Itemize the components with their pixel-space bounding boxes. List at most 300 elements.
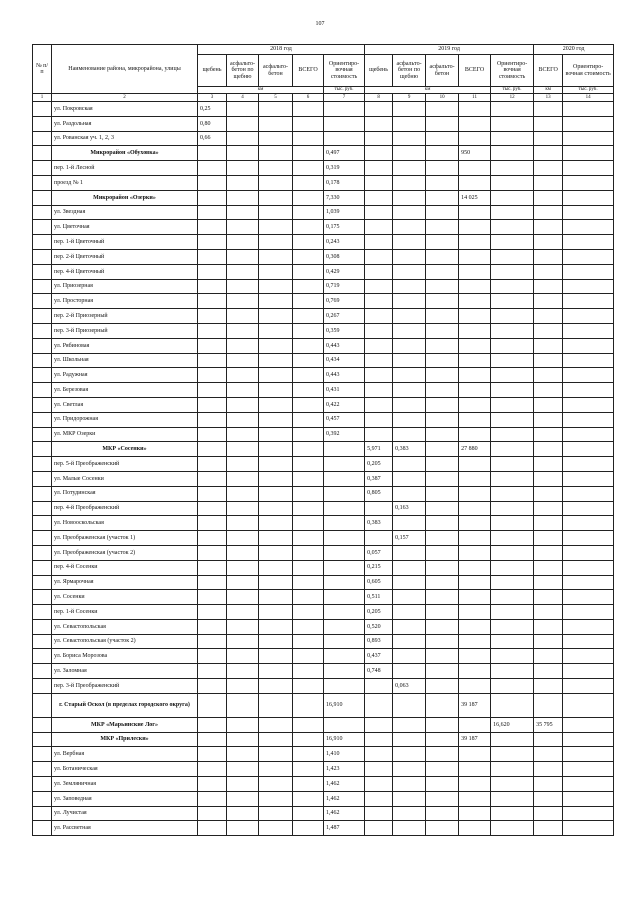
value-cell xyxy=(198,605,227,620)
value-cell xyxy=(393,545,426,560)
value-cell xyxy=(393,146,426,161)
value-cell xyxy=(563,338,614,353)
value-cell xyxy=(365,235,393,250)
street-name-cell: ул. Новооскольская xyxy=(52,516,198,531)
value-cell xyxy=(459,634,491,649)
value-cell xyxy=(563,471,614,486)
value-cell xyxy=(259,383,293,398)
value-cell xyxy=(393,102,426,117)
value-cell xyxy=(259,605,293,620)
value-cell xyxy=(563,501,614,516)
total-header: ВСЕГО xyxy=(459,55,491,87)
value-cell xyxy=(563,175,614,190)
value-cell xyxy=(198,634,227,649)
value-cell xyxy=(491,664,534,679)
value-cell xyxy=(198,279,227,294)
value-cell xyxy=(459,806,491,821)
value-cell xyxy=(324,471,365,486)
value-cell xyxy=(491,338,534,353)
value-cell xyxy=(198,762,227,777)
value-cell xyxy=(491,175,534,190)
value-cell xyxy=(563,353,614,368)
value-cell xyxy=(293,235,324,250)
value-cell xyxy=(426,427,459,442)
value-cell xyxy=(365,249,393,264)
row-number-cell xyxy=(33,605,52,620)
value-cell xyxy=(534,368,563,383)
street-name-cell: пер. 1-й Цветочный xyxy=(52,235,198,250)
value-cell xyxy=(426,309,459,324)
value-cell xyxy=(534,501,563,516)
value-cell xyxy=(365,777,393,792)
value-cell xyxy=(534,806,563,821)
value-cell xyxy=(534,338,563,353)
table-row xyxy=(33,175,614,190)
row-number-cell xyxy=(33,427,52,442)
asphalt-header: асфальто-бетон xyxy=(259,55,293,87)
street-name-cell: проезд № 1 xyxy=(52,175,198,190)
value-cell xyxy=(293,102,324,117)
value-cell xyxy=(259,516,293,531)
value-cell xyxy=(491,649,534,664)
value-cell xyxy=(563,294,614,309)
value-cell xyxy=(227,116,259,131)
value-cell xyxy=(459,368,491,383)
value-cell xyxy=(198,486,227,501)
value-cell xyxy=(426,664,459,679)
value-cell xyxy=(393,427,426,442)
value-cell: 7,330 xyxy=(324,190,365,205)
value-cell xyxy=(459,264,491,279)
value-cell xyxy=(198,619,227,634)
value-cell xyxy=(198,560,227,575)
value-cell xyxy=(534,664,563,679)
value-cell xyxy=(534,762,563,777)
value-cell xyxy=(459,649,491,664)
value-cell xyxy=(491,531,534,546)
value-cell xyxy=(426,531,459,546)
gravel-header: щебень xyxy=(198,55,227,87)
value-cell: 0,443 xyxy=(324,338,365,353)
value-cell: 0,157 xyxy=(393,531,426,546)
value-cell xyxy=(227,383,259,398)
value-cell xyxy=(426,679,459,694)
value-cell: 39 187 xyxy=(459,693,491,717)
street-name-cell: ул. Лучистая xyxy=(52,806,198,821)
value-cell xyxy=(491,619,534,634)
value-cell xyxy=(227,131,259,146)
value-cell xyxy=(426,806,459,821)
value-cell xyxy=(534,531,563,546)
street-name-cell: пер. 3-й Преображенский xyxy=(52,679,198,694)
value-cell xyxy=(563,619,614,634)
street-name-cell: Микрорайон «Обуховка» xyxy=(52,146,198,161)
street-name-cell: пер. 1-й Лесной xyxy=(52,161,198,176)
value-cell: 950 xyxy=(459,146,491,161)
value-cell xyxy=(293,605,324,620)
value-cell xyxy=(293,383,324,398)
value-cell xyxy=(393,205,426,220)
value-cell xyxy=(293,732,324,747)
value-cell xyxy=(426,471,459,486)
table-row xyxy=(33,679,614,694)
value-cell xyxy=(491,220,534,235)
table-row xyxy=(33,235,614,250)
value-cell xyxy=(534,649,563,664)
value-cell xyxy=(426,264,459,279)
value-cell xyxy=(293,338,324,353)
street-name-cell: ул. Придорожная xyxy=(52,412,198,427)
value-cell xyxy=(198,806,227,821)
value-cell xyxy=(534,732,563,747)
value-cell xyxy=(426,442,459,457)
district-row xyxy=(33,732,614,747)
value-cell xyxy=(426,590,459,605)
table-row xyxy=(33,634,614,649)
value-cell xyxy=(459,545,491,560)
value-cell xyxy=(227,575,259,590)
value-cell xyxy=(293,619,324,634)
street-name-cell: ул. Звездная xyxy=(52,205,198,220)
value-cell xyxy=(293,190,324,205)
value-cell xyxy=(227,235,259,250)
value-cell xyxy=(534,821,563,836)
value-cell: 1,462 xyxy=(324,791,365,806)
value-cell xyxy=(259,220,293,235)
table-row xyxy=(33,427,614,442)
row-number-cell xyxy=(33,131,52,146)
table-row xyxy=(33,664,614,679)
value-cell xyxy=(534,605,563,620)
value-cell xyxy=(259,590,293,605)
value-cell xyxy=(227,427,259,442)
value-cell xyxy=(227,679,259,694)
value-cell: 0,520 xyxy=(365,619,393,634)
value-cell xyxy=(227,501,259,516)
value-cell xyxy=(293,664,324,679)
column-number: 14 xyxy=(563,94,614,102)
street-name-cell: ул. Заповедная xyxy=(52,791,198,806)
value-cell xyxy=(293,412,324,427)
value-cell xyxy=(293,590,324,605)
value-cell xyxy=(393,762,426,777)
value-cell xyxy=(393,190,426,205)
street-name-cell: пер. 3-й Приозерный xyxy=(52,323,198,338)
value-cell xyxy=(459,309,491,324)
value-cell xyxy=(259,175,293,190)
col-no-header: № п/п xyxy=(33,45,52,94)
column-number: 3 xyxy=(198,94,227,102)
value-cell xyxy=(426,777,459,792)
value-cell xyxy=(426,175,459,190)
value-cell xyxy=(563,368,614,383)
value-cell xyxy=(227,545,259,560)
value-cell: 0,422 xyxy=(324,397,365,412)
value-cell xyxy=(365,427,393,442)
value-cell xyxy=(227,605,259,620)
value-cell xyxy=(324,442,365,457)
value-cell: 0,383 xyxy=(393,442,426,457)
value-cell xyxy=(393,412,426,427)
value-cell: 0,205 xyxy=(365,605,393,620)
value-cell xyxy=(393,732,426,747)
value-cell xyxy=(365,294,393,309)
value-cell xyxy=(259,442,293,457)
value-cell xyxy=(459,323,491,338)
value-cell xyxy=(227,590,259,605)
row-number-cell xyxy=(33,649,52,664)
cost-header: Ориентиро-вочная стоимость xyxy=(324,55,365,87)
year-2018-header: 2018 год xyxy=(198,45,365,55)
value-cell xyxy=(534,161,563,176)
value-cell xyxy=(365,175,393,190)
value-cell xyxy=(198,693,227,717)
value-cell xyxy=(459,235,491,250)
value-cell xyxy=(324,560,365,575)
table-row xyxy=(33,457,614,472)
column-number: 9 xyxy=(393,94,426,102)
value-cell xyxy=(491,679,534,694)
value-cell xyxy=(293,471,324,486)
value-cell xyxy=(259,575,293,590)
street-name-cell: ул. Светлая xyxy=(52,397,198,412)
value-cell xyxy=(227,102,259,117)
value-cell xyxy=(426,762,459,777)
value-cell: 0,443 xyxy=(324,368,365,383)
value-cell: 0,719 xyxy=(324,279,365,294)
value-cell xyxy=(227,531,259,546)
value-cell xyxy=(293,146,324,161)
table-row xyxy=(33,323,614,338)
value-cell: 1,462 xyxy=(324,806,365,821)
value-cell xyxy=(426,605,459,620)
value-cell xyxy=(563,486,614,501)
value-cell xyxy=(393,397,426,412)
value-cell xyxy=(259,732,293,747)
value-cell xyxy=(563,821,614,836)
value-cell xyxy=(324,664,365,679)
value-cell: 0,457 xyxy=(324,412,365,427)
value-cell xyxy=(534,590,563,605)
street-name-cell: ул. Преображенская (участок 2) xyxy=(52,545,198,560)
value-cell xyxy=(491,560,534,575)
value-cell xyxy=(563,220,614,235)
value-cell xyxy=(259,693,293,717)
value-cell xyxy=(563,116,614,131)
value-cell xyxy=(563,427,614,442)
value-cell xyxy=(426,220,459,235)
value-cell xyxy=(534,634,563,649)
value-cell xyxy=(491,249,534,264)
row-number-cell xyxy=(33,205,52,220)
value-cell xyxy=(293,397,324,412)
street-name-cell: ул. Бориса Морозова xyxy=(52,649,198,664)
street-name-cell: ул. Школьная xyxy=(52,353,198,368)
value-cell xyxy=(324,501,365,516)
value-cell xyxy=(534,471,563,486)
year-2019-header: 2019 год xyxy=(365,45,534,55)
value-cell xyxy=(534,397,563,412)
value-cell xyxy=(563,412,614,427)
value-cell xyxy=(534,693,563,717)
total-header: ВСЕГО xyxy=(534,55,563,87)
value-cell xyxy=(563,264,614,279)
row-number-cell xyxy=(33,220,52,235)
value-cell xyxy=(459,747,491,762)
value-cell xyxy=(198,175,227,190)
table-row xyxy=(33,383,614,398)
value-cell: 39 187 xyxy=(459,732,491,747)
value-cell xyxy=(459,249,491,264)
value-cell xyxy=(324,649,365,664)
value-cell: 0,66 xyxy=(198,131,227,146)
value-cell xyxy=(459,412,491,427)
value-cell xyxy=(293,486,324,501)
value-cell xyxy=(293,205,324,220)
row-number-cell xyxy=(33,634,52,649)
value-cell xyxy=(563,235,614,250)
value-cell xyxy=(393,471,426,486)
value-cell: 0,431 xyxy=(324,383,365,398)
value-cell xyxy=(198,353,227,368)
value-cell: 0,748 xyxy=(365,664,393,679)
value-cell xyxy=(259,531,293,546)
value-cell xyxy=(426,397,459,412)
row-number-cell xyxy=(33,353,52,368)
value-cell xyxy=(426,279,459,294)
value-cell xyxy=(227,516,259,531)
value-cell xyxy=(293,175,324,190)
table-row xyxy=(33,619,614,634)
value-cell xyxy=(227,693,259,717)
value-cell: 1,423 xyxy=(324,762,365,777)
value-cell xyxy=(459,102,491,117)
district-row xyxy=(33,717,614,732)
value-cell xyxy=(563,442,614,457)
value-cell xyxy=(534,486,563,501)
value-cell xyxy=(198,294,227,309)
value-cell xyxy=(459,471,491,486)
value-cell xyxy=(227,353,259,368)
value-cell xyxy=(426,821,459,836)
street-name-cell: МКР «Марьинские Лог» xyxy=(52,717,198,732)
value-cell xyxy=(293,249,324,264)
value-cell xyxy=(259,412,293,427)
value-cell xyxy=(293,762,324,777)
value-cell xyxy=(393,353,426,368)
value-cell xyxy=(365,323,393,338)
value-cell: 5,971 xyxy=(365,442,393,457)
value-cell xyxy=(491,264,534,279)
value-cell xyxy=(324,131,365,146)
value-cell xyxy=(198,821,227,836)
table-row xyxy=(33,791,614,806)
column-number: 13 xyxy=(534,94,563,102)
table-row xyxy=(33,161,614,176)
row-number-cell xyxy=(33,777,52,792)
value-cell xyxy=(534,619,563,634)
value-cell xyxy=(459,605,491,620)
value-cell: 35 795 xyxy=(534,717,563,732)
column-number: 1 xyxy=(33,94,52,102)
value-cell xyxy=(227,161,259,176)
value-cell xyxy=(459,205,491,220)
street-name-cell: пер. 5-й Преображенский xyxy=(52,457,198,472)
value-cell xyxy=(198,575,227,590)
asphalt-on-gravel-header: асфальто-бетон по щебню xyxy=(393,55,426,87)
value-cell xyxy=(459,279,491,294)
value-cell xyxy=(227,717,259,732)
value-cell xyxy=(393,235,426,250)
value-cell xyxy=(259,368,293,383)
value-cell xyxy=(293,161,324,176)
value-cell xyxy=(259,679,293,694)
value-cell xyxy=(198,545,227,560)
value-cell xyxy=(365,531,393,546)
value-cell xyxy=(393,116,426,131)
value-cell xyxy=(459,762,491,777)
value-cell xyxy=(426,791,459,806)
value-cell xyxy=(259,131,293,146)
value-cell xyxy=(259,634,293,649)
value-cell xyxy=(563,279,614,294)
value-cell xyxy=(227,338,259,353)
street-name-cell: ул. Земляничная xyxy=(52,777,198,792)
value-cell xyxy=(259,338,293,353)
value-cell: 0,805 xyxy=(365,486,393,501)
value-cell xyxy=(227,175,259,190)
value-cell xyxy=(227,777,259,792)
asphalt-header: асфальто-бетон xyxy=(426,55,459,87)
value-cell xyxy=(491,516,534,531)
value-cell xyxy=(563,777,614,792)
value-cell xyxy=(459,679,491,694)
value-cell xyxy=(227,634,259,649)
value-cell xyxy=(426,732,459,747)
value-cell xyxy=(259,457,293,472)
value-cell xyxy=(426,717,459,732)
value-cell xyxy=(491,747,534,762)
value-cell xyxy=(198,732,227,747)
value-cell xyxy=(198,205,227,220)
value-cell xyxy=(293,560,324,575)
value-cell xyxy=(393,338,426,353)
value-cell xyxy=(491,427,534,442)
value-cell xyxy=(459,161,491,176)
value-cell xyxy=(259,294,293,309)
row-number-cell xyxy=(33,717,52,732)
value-cell xyxy=(563,323,614,338)
value-cell xyxy=(198,220,227,235)
table-row xyxy=(33,220,614,235)
value-cell xyxy=(534,131,563,146)
value-cell xyxy=(426,116,459,131)
value-cell xyxy=(293,777,324,792)
value-cell xyxy=(198,146,227,161)
value-cell xyxy=(324,590,365,605)
value-cell xyxy=(491,412,534,427)
row-number-cell xyxy=(33,619,52,634)
value-cell xyxy=(198,457,227,472)
value-cell xyxy=(227,486,259,501)
table-row xyxy=(33,516,614,531)
value-cell xyxy=(393,175,426,190)
value-cell xyxy=(393,457,426,472)
value-cell xyxy=(459,294,491,309)
value-cell xyxy=(365,131,393,146)
value-cell xyxy=(459,131,491,146)
value-cell: 0,383 xyxy=(365,516,393,531)
